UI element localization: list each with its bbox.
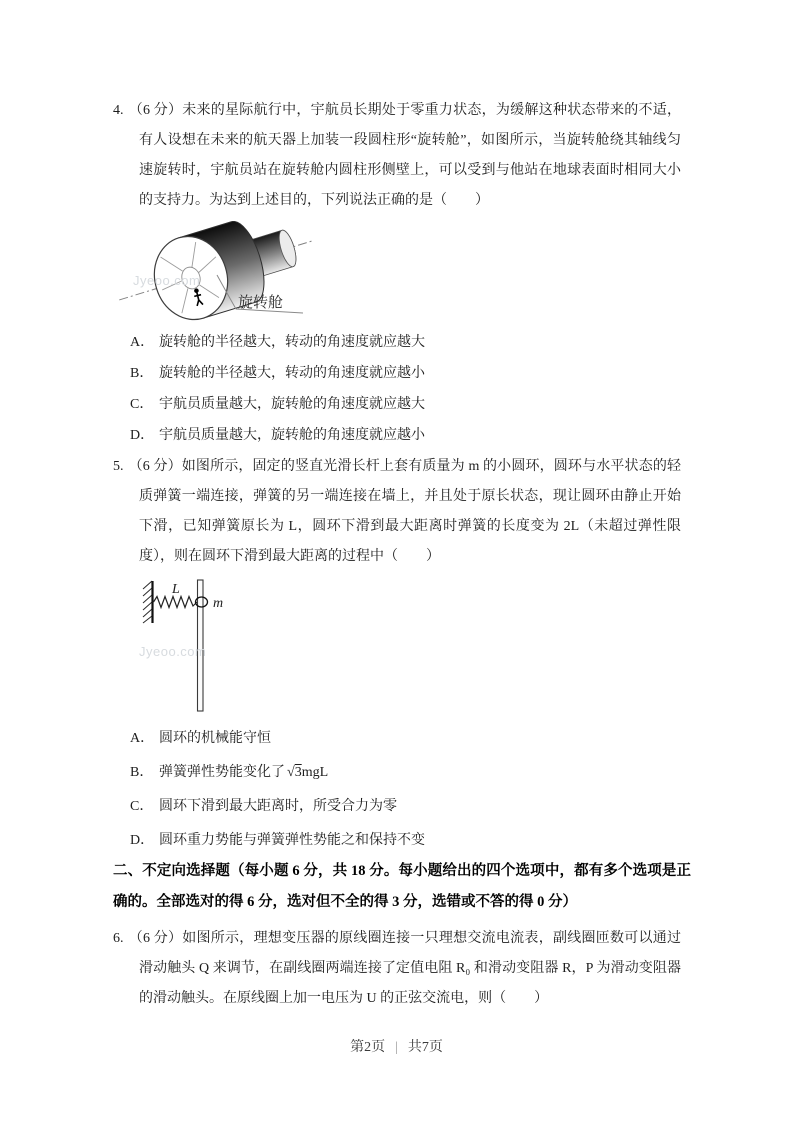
question-4-number: 4. (113, 103, 124, 118)
question-4-stem (113, 96, 681, 216)
question-4-options (130, 327, 425, 451)
option-c (130, 790, 425, 824)
option-b-label: B． (130, 366, 154, 381)
option-c-label: C． (130, 397, 154, 412)
watermark-text: Jyeoo.com (139, 644, 207, 659)
option-c (130, 389, 425, 420)
question-6-text: （6 分）如图所示，理想变压器的原线圈连接一只理想交流电流表，副线圈匝数可以通过滑动触头 Q 来调节，在副线圈两端连接了定值电阻 R₀ 和滑动变阻器 R，P 为滑动变阻器的滑动触头。在原线圈上加一电压为 U 的正弦交流电，则（ ） (128, 931, 681, 1006)
question-6-stem (113, 924, 681, 1014)
section-2-heading: 二、不定向选择题（每小题 6 分，共 18 分。每小题给出的四个选项中，都有多个选项是正确的。全部选对的得 6 分，选对但不全的得 3 分，选错或不答的得 0 分） (113, 863, 691, 910)
option-b-text: 旋转舱的半径越大，转动的角速度就应越小 (159, 366, 425, 381)
question-5-stem (113, 452, 681, 572)
option-d (130, 420, 425, 451)
option-d (130, 824, 425, 858)
option-a (130, 327, 425, 358)
question-6-number: 6. (113, 931, 124, 946)
option-d-text: 宇航员质量越大，旋转舱的角速度就应越小 (159, 428, 425, 443)
total-pages-label: 共7页 (407, 1040, 443, 1055)
option-b-label: B． (130, 765, 154, 780)
option-b-text: 弹簧弹性势能变化了 √3mgL (159, 765, 329, 780)
question-4-text: （6 分）未来的星际航行中，宇航员长期处于零重力状态，为缓解这种状态带来的不适，有人设想在未来的航天器上加装一段圆柱形“旋转舱”，如图所示，当旋转舱绕其轴线匀速旋转时，宇航员站在旋转舱内圆柱形侧壁上，可以受到与他站在地球表面时相同大小的支持力。为达到上述目的，下列说法正确的是（ ） (128, 103, 681, 208)
question-5-number: 5. (113, 459, 124, 474)
option-d-label: D． (130, 833, 155, 848)
spring-length-label: L (172, 582, 180, 597)
option-a-text: 旋转舱的半径越大，转动的角速度就应越大 (159, 335, 425, 350)
footer-separator: | (395, 1040, 398, 1055)
option-a-label: A． (130, 731, 155, 746)
option-b (130, 358, 425, 389)
spring-coil (154, 597, 198, 608)
ring-mass-label: m (213, 596, 224, 611)
option-a (130, 722, 425, 756)
page-footer (0, 1036, 793, 1056)
figure-label: 旋转舱 (238, 295, 284, 311)
option-d-text: 圆环重力势能与弹簧弹性势能之和保持不变 (159, 833, 425, 848)
option-c-label: C． (130, 799, 154, 814)
option-b (130, 756, 425, 790)
option-a-text: 圆环的机械能守恒 (159, 731, 271, 746)
wall-hatching (143, 581, 152, 623)
question-5-text: （6 分）如图所示，固定的竖直光滑长杆上套有质量为 m 的小圆环，圆环与水平状态的轻质弹簧一端连接，弹簧的另一端连接在墙上，并且处于原长状态，现让圆环由静止开始下滑，已知弹簧原长为 L，圆环下滑到最大距离时弹簧的长度变为 2L（未超过弹性限度），则在圆环下滑到最大距离的过程中（ ） (128, 459, 681, 564)
option-a-label: A． (130, 335, 155, 350)
current-page-label: 第2页 (350, 1040, 386, 1055)
option-c-text: 宇航员质量越大，旋转舱的角速度就应越大 (159, 397, 425, 412)
radicand: 3 (294, 765, 302, 780)
watermark-text: Jyeoo.com (133, 273, 201, 288)
option-c-text: 圆环下滑到最大距离时，所受合力为零 (159, 799, 397, 814)
option-d-label: D． (130, 428, 155, 443)
radical-sign: √ (287, 765, 295, 780)
question-5-options (130, 722, 425, 858)
